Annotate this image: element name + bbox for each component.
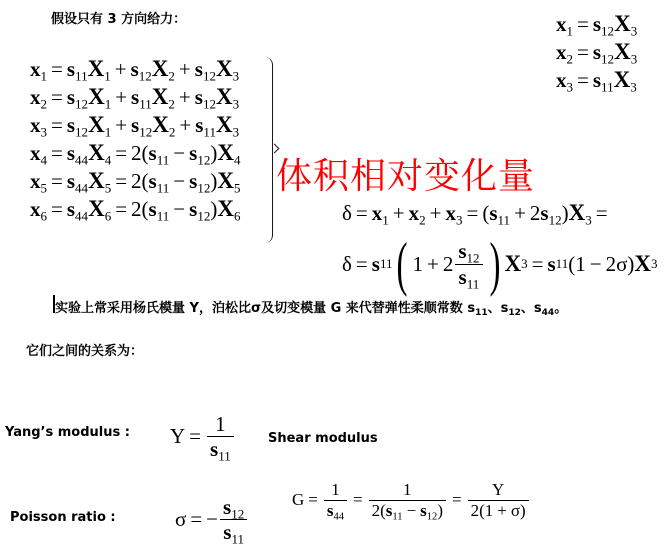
reduced-equations [556,10,637,94]
equation-x5: $x_5 = s_{44}X_5 = 2(s_{11} - s_{12})X_5$ [30,168,241,196]
reduced-x2: $x_2 = s_{12}X_3$ [556,39,638,67]
equation-x2: $x_2 = s_{12}X_1 + s_{11}X_2 + s_{12}X_3$ [30,84,240,112]
experiment-text: 实验上常采用杨氏模量 Y，泊松比σ及切变模量 G 来代替弹性柔顺常数 [55,301,468,316]
equation-x1: $x_1 = s_{11}X_1 + s_{12}X_2 + s_{12}X_3$ [30,56,240,84]
equation-x6: $x_6 = s_{44}X_6 = 2(s_{11} - s_{12})X_6$ [30,196,241,224]
shear-modulus-label: Shear modulus [268,431,378,446]
experiment-sentence: 实验上常采用杨氏模量 Y，泊松比σ及切变模量 G 来代替弹性柔顺常数 $s_{11}$、$s_{12}$、$s_{44}$。 [55,301,568,318]
poisson-ratio-formula: σ = − $\frac{s_{12}}{s_{11}}$ [175,495,249,544]
volume-change-annotation: 体积相对变化量 [276,156,536,197]
poisson-ratio-label: Poisson ratio : [10,510,116,525]
youngs-modulus-label: Yang’s modulus : [5,425,130,440]
delta-equation-2: δ = s 11 ( 1 + 2 $\frac{s_{12}}{s_{11}}$ ) X 3 = s 11 (1 − 2σ) X 3 [342,231,658,297]
relations-heading: 它们之间的关系为： [26,344,144,359]
fraction-s12-over-s11: $\frac{s_{12}}{s_{11}}$ [455,239,482,288]
youngs-modulus-formula: Y = $\frac{1}{s_{11}}$ [170,412,236,461]
reduced-x1: $x_1 = s_{12}X_3$ [556,11,638,39]
strain-equation-system [30,55,240,223]
assumption-heading: 假设只有 3 方向给力： [51,12,187,27]
equation-x4: $x_4 = s_{44}X_4 = 2(s_{11} - s_{12})X_4$ [30,140,241,168]
reduced-x3: $x_3 = s_{11}X_3$ [556,67,637,95]
delta-equation-1: $\delta = x_1 + x_2 + x_3 = (s_{11} + 2s_{12})X_3$ = [342,200,608,228]
shear-modulus-formula: G = $\frac{1}{s_{44}}$ = $\frac{1}{2(s_{11} - s_{12})}$ = $\frac{Y}{2(1 + \sigma)}$ [292,480,531,520]
equation-x3: $x_3 = s_{12}X_1 + s_{12}X_2 + s_{11}X_3$ [30,112,240,140]
